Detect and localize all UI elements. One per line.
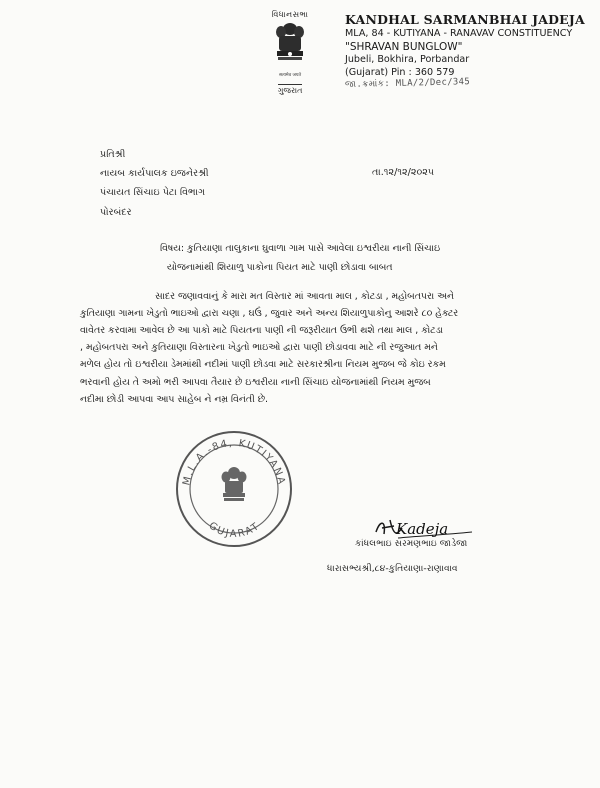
body-line: , મહોબતપરા અને કુતિયાણા વિસ્તારના ખેડુતો ભાઇઓ દ્વારા પાણી છોડાવવા માટે ની રજુઆત મને xyxy=(80,342,438,354)
bunglow-name: "SHRAVAN BUNGLOW" xyxy=(345,40,463,53)
recipient-line: પ્રતિશ્રી xyxy=(100,149,126,160)
emblem-bottom-label: ગુજરાત xyxy=(277,86,303,95)
recipient-line: પોરબંદર xyxy=(100,206,132,218)
letterhead xyxy=(345,12,585,92)
letter-body xyxy=(80,288,520,408)
official-seal xyxy=(172,427,297,552)
body-line: સાદર જણાવવાનું કે મારા મત વિસ્તાર માં આવતા માલ , કોટડા , મહોબતપરા અને xyxy=(155,291,454,302)
body-line: કુતિયાણા ગામના ખેડુતો ભાઇઓ દ્વારા ચણા , ઘઉં , જુવાર અને અન્ય શિયાળુપાકોનુ આશરે ૮૦ હેક્ટર xyxy=(80,308,459,320)
signature-text: Kadeja xyxy=(396,520,449,538)
constituency: MLA, 84 - KUTIYANA - RANAVAV CONSTITUENCY xyxy=(345,28,573,40)
body-line: ભરવાની હોય તે અમો ભરી આપવા તૈયાર છે ઇશ્વરીયા નાની સિંચાઇ યોજનામાંથી નિયમ મુજબ xyxy=(80,376,431,388)
seal-bottom-text: GUJARAT xyxy=(206,520,263,540)
signatory-name: કાંધલભાઇ સરમણભાઇ જાડેજા xyxy=(355,538,468,549)
body-line: વાવેતર કરવામા આવેલ છે આ પાકો માટે પિયતના પાણી ની જરૂરીયાત ઉભી થશે તથા માલ , કોટડા xyxy=(80,325,444,337)
mla-name: KANDHAL SARMANBHAI JADEJA xyxy=(345,12,585,27)
emblem-motto: सत्यमेव जयते xyxy=(278,73,302,78)
body-line: મળેલ હોય તો ઇશ્વરીયા ડેમમાંથી નદીમાં પાણી છોડવા માટે સરકારશ્રીના નિયમ મુજબ જે કોઇ રકમ xyxy=(80,359,446,371)
subject-line-2: યોજનામાંથી શિયાળુ પાકોના પિયત માટે પાણી છોડાવા બાબત xyxy=(167,261,393,273)
subject xyxy=(160,240,530,278)
subject-line-1: વિષય: કુતિયાણા તાલુકાના ઘુવાળા ગામ પાસે આવેલા ઇશ્વરીયા નાની સિંચાઇ xyxy=(160,243,440,254)
handwritten-reference: જા.ક્રમાંક: MLA/2/Dec/345 xyxy=(344,77,471,91)
signatory-designation: ધારાસભ્યશ્રી,૮૪-કુતિયાણા-રાણાવાવ xyxy=(327,563,458,574)
address-line-1: Jubeli, Bokhira, Porbandar xyxy=(345,54,470,66)
seal-top-text: M.L.A.-84, KUTIYANA xyxy=(181,437,287,487)
recipient-address xyxy=(100,145,209,222)
address-line-2: (Gujarat) Pin : 360 579 xyxy=(345,66,455,78)
recipient-line: નાયબ કાર્યપાલક ઇજનેરશ્રી xyxy=(100,168,209,180)
lion-capital-icon xyxy=(270,20,310,68)
seal-emblem-icon xyxy=(222,467,247,501)
emblem-top-label: વિધાનસભા xyxy=(271,10,309,19)
body-line: નદીમા છોડી આપવા આપ સાહેબ ને નમ્ર વિનંતી છે. xyxy=(80,393,268,405)
recipient-line: પંચાયત સિંચાઇ પેટા વિભાગ xyxy=(100,187,206,199)
state-emblem-block xyxy=(255,10,325,97)
svg-text:GUJARAT xyxy=(206,520,262,540)
letter-date: તા.૧૨/૧૨/૨૦૨૫ xyxy=(372,167,435,178)
